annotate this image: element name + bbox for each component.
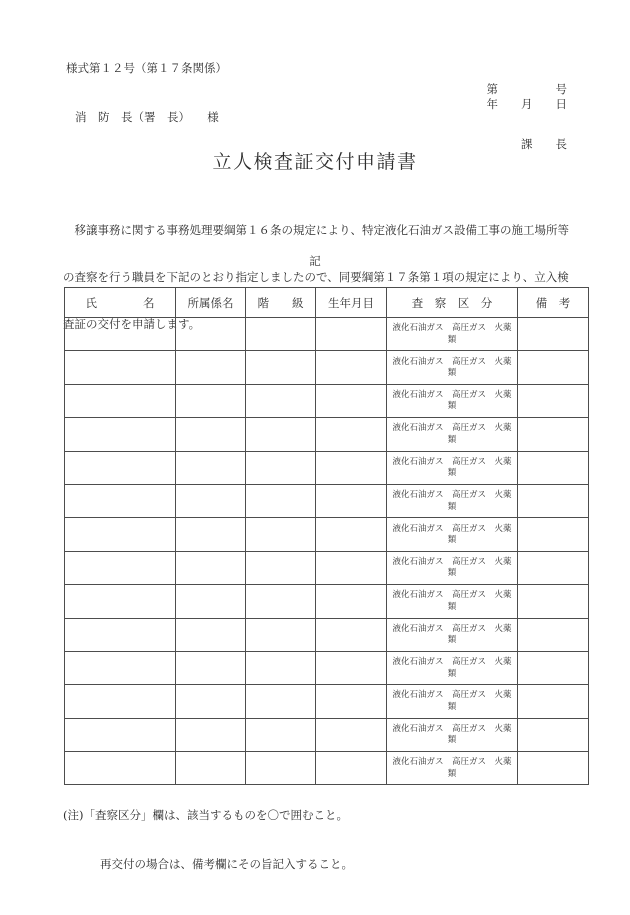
cell-name (65, 618, 176, 651)
cell-remarks (518, 618, 589, 651)
date-line: 年 月 日 (486, 97, 567, 111)
inspection-category-line: 液化石油ガス 高圧ガス 火薬 (392, 490, 512, 501)
cell-inspection-category (387, 318, 518, 351)
cell-inspection-category (387, 752, 518, 785)
table-row (65, 618, 589, 651)
header-birthdate: 生年月目 (316, 288, 387, 318)
footnote-line: (注)「査察区分」欄は、該当するものを〇で囲むこと。 (63, 808, 348, 823)
inspection-category-line: 類 (447, 401, 457, 412)
cell-inspection-category (387, 618, 518, 651)
approver-title: 課 長 (521, 137, 567, 151)
inspector-table (64, 287, 589, 785)
inspection-category-line: 液化石油ガス 高圧ガス 火薬 (392, 356, 512, 367)
inspection-category-line: 液化石油ガス 高圧ガス 火薬 (392, 690, 512, 701)
inspection-category-line: 液化石油ガス 高圧ガス 火薬 (392, 757, 512, 768)
cell-birthdate (316, 384, 387, 417)
header-remarks: 備 考 (518, 288, 589, 318)
inspection-category-line: 類 (447, 635, 457, 646)
cell-remarks (518, 418, 589, 451)
cell-remarks (518, 752, 589, 785)
inspection-category-line: 類 (447, 668, 457, 679)
cell-birthdate (316, 484, 387, 517)
addressee-line: 消 防 長（署 長） 様 (75, 110, 219, 124)
cell-name (65, 418, 176, 451)
cell-remarks (518, 451, 589, 484)
cell-remarks (518, 484, 589, 517)
inspection-category-line: 類 (447, 735, 457, 746)
cell-name (65, 518, 176, 551)
table-row (65, 451, 589, 484)
header-section: 所属係名 (176, 288, 246, 318)
body-line: の査察を行う職員を下記のとおり指定しましたので、同要綱第１７条第１項の規定により、立入検 (63, 269, 569, 284)
inspection-category-line: 類 (447, 768, 457, 779)
table-header-row (65, 288, 589, 318)
inspection-category-line: 液化石油ガス 高圧ガス 火薬 (392, 323, 512, 334)
cell-rank (246, 351, 316, 384)
cell-rank (246, 585, 316, 618)
table-row (65, 484, 589, 517)
cell-birthdate (316, 451, 387, 484)
table-row (65, 384, 589, 417)
table-row (65, 518, 589, 551)
cell-name (65, 718, 176, 751)
footnote-line: 再交付の場合は、備考欄にその旨記入すること。 (100, 857, 353, 872)
cell-remarks (518, 384, 589, 417)
cell-inspection-category (387, 384, 518, 417)
inspection-category-line: 液化石油ガス 高圧ガス 火薬 (392, 623, 512, 634)
cell-section (176, 618, 246, 651)
cell-remarks (518, 685, 589, 718)
inspection-category-line: 液化石油ガス 高圧ガス 火薬 (392, 456, 512, 467)
inspection-category-line: 液化石油ガス 高圧ガス 火薬 (392, 657, 512, 668)
cell-rank (246, 384, 316, 417)
cell-remarks (518, 718, 589, 751)
cell-name (65, 318, 176, 351)
inspection-category-line: 液化石油ガス 高圧ガス 火薬 (392, 423, 512, 434)
cell-section (176, 685, 246, 718)
table-row (65, 718, 589, 751)
cell-rank (246, 651, 316, 684)
cell-section (176, 451, 246, 484)
table-row (65, 585, 589, 618)
cell-rank (246, 618, 316, 651)
cell-section (176, 518, 246, 551)
cell-name (65, 484, 176, 517)
cell-inspection-category (387, 651, 518, 684)
cell-rank (246, 418, 316, 451)
cell-section (176, 651, 246, 684)
ki-label: 記 (309, 254, 321, 268)
cell-rank (246, 685, 316, 718)
cell-inspection-category (387, 685, 518, 718)
cell-section (176, 484, 246, 517)
cell-name (65, 384, 176, 417)
cell-section (176, 318, 246, 351)
cell-birthdate (316, 418, 387, 451)
cell-birthdate (316, 618, 387, 651)
cell-name (65, 585, 176, 618)
inspection-category-line: 類 (447, 468, 457, 479)
cell-remarks (518, 585, 589, 618)
cell-inspection-category (387, 418, 518, 451)
inspection-category-line: 類 (447, 334, 457, 345)
inspection-category-line: 液化石油ガス 高圧ガス 火薬 (392, 556, 512, 567)
cell-birthdate (316, 351, 387, 384)
cell-inspection-category (387, 351, 518, 384)
doc-number-line: 第 号 (486, 82, 567, 96)
table-row (65, 551, 589, 584)
inspection-category-line: 類 (447, 601, 457, 612)
cell-birthdate (316, 518, 387, 551)
cell-rank (246, 451, 316, 484)
header-name: 氏 名 (65, 288, 176, 318)
cell-section (176, 585, 246, 618)
cell-remarks (518, 318, 589, 351)
cell-birthdate (316, 585, 387, 618)
inspection-category-line: 液化石油ガス 高圧ガス 火薬 (392, 723, 512, 734)
page-title: 立人検査証交付申請書 (212, 151, 418, 173)
inspection-category-line: 類 (447, 701, 457, 712)
inspection-category-line: 類 (447, 535, 457, 546)
cell-name (65, 551, 176, 584)
header-inspection-category: 査 察 区 分 (387, 288, 518, 318)
table-row (65, 685, 589, 718)
inspection-category-line: 類 (447, 434, 457, 445)
body-line: 移譲事務に関する事務処理要綱第１６条の規定により、特定液化石油ガス設備工事の施工場所等 (63, 223, 569, 238)
cell-remarks (518, 551, 589, 584)
header-rank: 階 級 (246, 288, 316, 318)
cell-inspection-category (387, 718, 518, 751)
cell-inspection-category (387, 484, 518, 517)
cell-rank (246, 518, 316, 551)
cell-name (65, 351, 176, 384)
cell-rank (246, 551, 316, 584)
table-row (65, 318, 589, 351)
cell-section (176, 718, 246, 751)
form-number: 様式第１２号（第１７条関係） (66, 61, 227, 75)
cell-birthdate (316, 685, 387, 718)
table-row (65, 351, 589, 384)
inspection-category-line: 液化石油ガス 高圧ガス 火薬 (392, 389, 512, 400)
inspection-category-line: 類 (447, 501, 457, 512)
cell-birthdate (316, 718, 387, 751)
cell-birthdate (316, 551, 387, 584)
inspection-category-line: 液化石油ガス 高圧ガス 火薬 (392, 523, 512, 534)
table-row (65, 651, 589, 684)
cell-rank (246, 718, 316, 751)
cell-section (176, 418, 246, 451)
cell-name (65, 451, 176, 484)
cell-section (176, 384, 246, 417)
cell-inspection-category (387, 585, 518, 618)
cell-name (65, 651, 176, 684)
cell-section (176, 351, 246, 384)
cell-remarks (518, 351, 589, 384)
body-line: 査証の交付を申請します。 (63, 316, 201, 331)
cell-inspection-category (387, 551, 518, 584)
cell-remarks (518, 518, 589, 551)
cell-rank (246, 484, 316, 517)
inspection-category-line: 類 (447, 368, 457, 379)
cell-inspection-category (387, 518, 518, 551)
inspection-category-line: 液化石油ガス 高圧ガス 火薬 (392, 590, 512, 601)
cell-remarks (518, 651, 589, 684)
cell-section (176, 551, 246, 584)
cell-birthdate (316, 318, 387, 351)
cell-rank (246, 318, 316, 351)
inspection-category-line: 類 (447, 568, 457, 579)
cell-birthdate (316, 651, 387, 684)
table-row (65, 418, 589, 451)
cell-name (65, 685, 176, 718)
cell-inspection-category (387, 451, 518, 484)
footnotes (63, 775, 353, 905)
table-body (65, 318, 589, 785)
